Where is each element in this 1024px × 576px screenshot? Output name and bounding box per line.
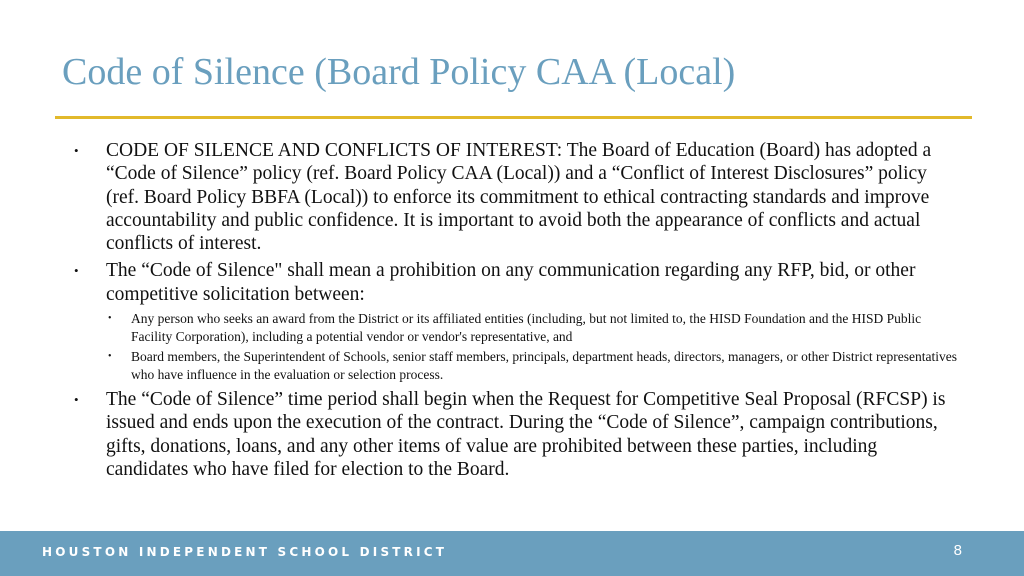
- bullet-item: [60, 139, 960, 255]
- bullet-marker: •: [74, 143, 79, 158]
- sub-bullet-text: Board members, the Superintendent of Schools, senior staff members, principals, department heads, directors, managers, or other District representatives who have influence in the evaluation or selection process.: [131, 349, 958, 383]
- sub-bullet-item: [106, 348, 960, 384]
- footer-bar: [0, 531, 1024, 576]
- organization-name: HOUSTON INDEPENDENT SCHOOL DISTRICT: [42, 545, 448, 559]
- bullet-item: [60, 388, 960, 481]
- bullet-text: CODE OF SILENCE AND CONFLICTS OF INTEREST: The Board of Education (Board) has adopted a “Code of Silence” policy (ref. Board Policy CAA (Local)) and a “Conflict of Interest Disclosures” policy (ref. Board Policy BBFA (Local)) to enforce its commitment to ethical contracting standards and improve accountability and public confidence. It is important to avoid both the appearance of conflicts and actual conflicts of interest.: [106, 140, 932, 255]
- sub-bullet-text: Any person who seeks an award from the District or its affiliated entities (including, but not limited to, the HISD Foundation and the HISD Public Facility Corporation), including a potential vendor or vendor's representative, and: [131, 311, 922, 345]
- bullet-list: [60, 139, 960, 485]
- bullet-marker: •: [74, 392, 79, 408]
- bullet-marker: •: [74, 263, 79, 279]
- sub-bullet-marker: •: [108, 313, 112, 325]
- sub-bullet-marker: •: [108, 351, 112, 363]
- slide-title: Code of Silence (Board Policy CAA (Local): [62, 51, 736, 93]
- sub-bullet-list: [106, 310, 960, 384]
- title-divider: [55, 116, 972, 119]
- page-number: 8: [953, 542, 962, 559]
- bullet-item: [60, 259, 960, 384]
- bullet-text: The “Code of Silence" shall mean a prohibition on any communication regarding any RFP, bid, or other competitive solicitation between:: [106, 260, 916, 305]
- sub-bullet-item: [106, 310, 960, 346]
- bullet-text: The “Code of Silence” time period shall begin when the Request for Competitive Seal Proposal (RFCSP) is issued and ends upon the execution of the contract. During the “Code of Silence”, campaign contributions, gifts, donations, loans, and any other items of value are prohibited between these parties, including candidates who have filed for election to the Board.: [106, 389, 946, 480]
